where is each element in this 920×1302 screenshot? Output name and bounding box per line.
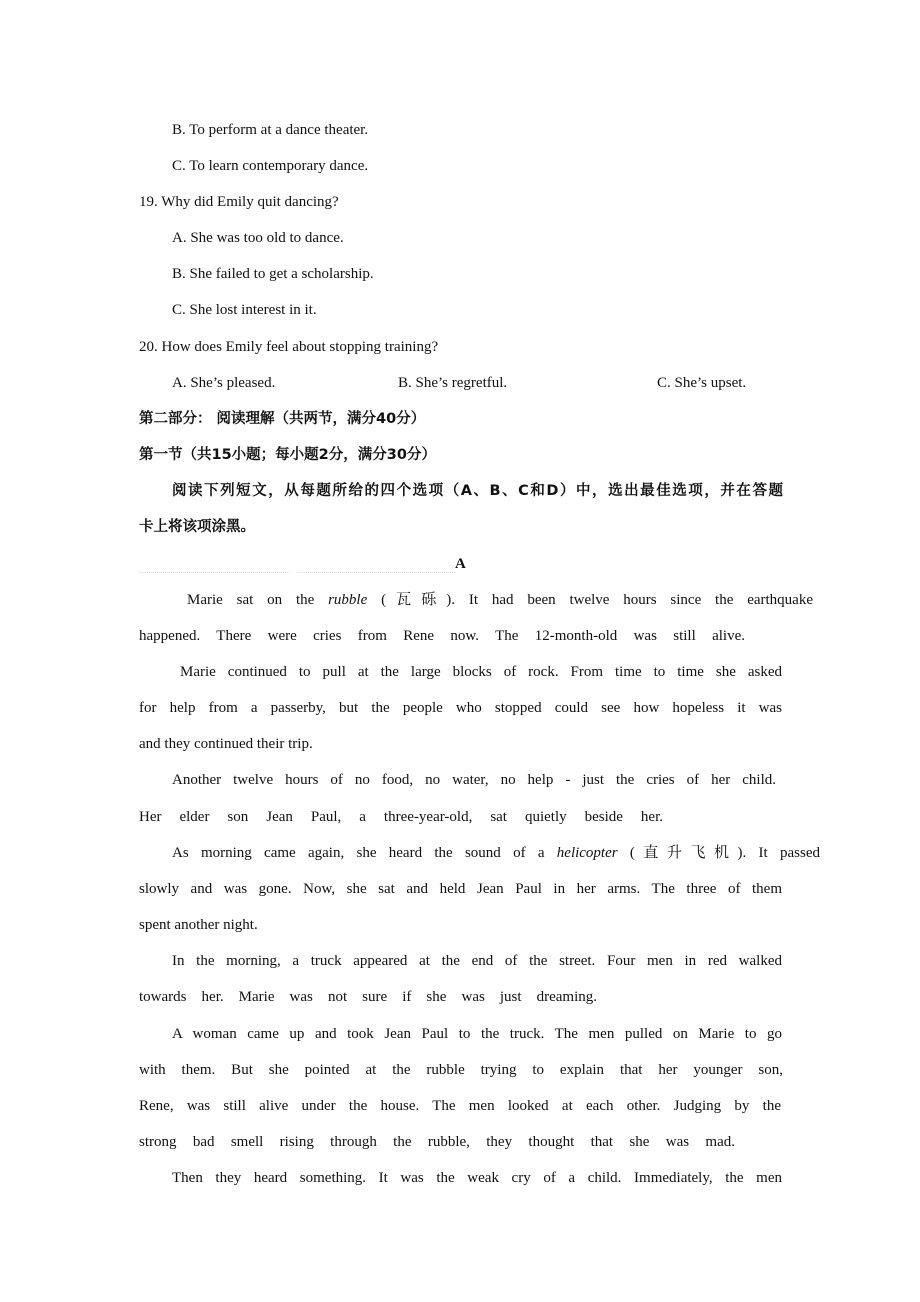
q19-option-c: C. She lost interest in it. xyxy=(172,302,317,318)
italic-word: helicopter xyxy=(556,845,618,861)
passage-line: happened. There were cries from Rene now. The 12-month-old was still alive. xyxy=(139,628,745,644)
passage-line: with them. But she pointed at the rubble trying to explain that her younger son, xyxy=(139,1062,783,1078)
divider xyxy=(139,572,290,573)
passage-line: slowly and was gone. Now, she sat and held Jean Paul in her arms. The three of them xyxy=(139,881,782,897)
text: As morning came again, she heard the sound of a xyxy=(172,845,557,861)
passage-line xyxy=(187,591,813,609)
passage-line: towards her. Marie was not sure if she was just dreaming. xyxy=(139,989,597,1005)
q20-option-c: C. She’s upset. xyxy=(657,375,747,391)
instructions-line-1: 阅读下列短文，从每题所给的四个选项（A、B、C和D）中，选出最佳选项，并在答题 xyxy=(172,483,783,499)
q20-option-b: B. She’s regretful. xyxy=(398,375,508,391)
passage-line: Her elder son Jean Paul, a three-year-old, sat quietly beside her. xyxy=(139,809,663,825)
q18-option-c: C. To learn contemporary dance. xyxy=(172,158,369,174)
passage-line: Rene, was still alive under the house. The men looked at each other. Judging by the xyxy=(139,1098,781,1114)
passage-line: Then they heard something. It was the weak cry of a child. Immediately, the men xyxy=(172,1170,782,1186)
text: (瓦砾). It had been twelve hours since the earthquake xyxy=(367,592,813,608)
q19-option-b: B. She failed to get a scholarship. xyxy=(172,266,374,282)
passage-line: and they continued their trip. xyxy=(139,736,313,752)
passage-line: Another twelve hours of no food, no water, no help - just the cries of her child. xyxy=(172,772,776,788)
section-title: 第一节（共15小题；每小题2分，满分30分） xyxy=(139,447,436,463)
q19-question: 19. Why did Emily quit dancing? xyxy=(139,194,339,210)
q20-option-a: A. She’s pleased. xyxy=(172,375,276,391)
q20-question: 20. How does Emily feel about stopping training? xyxy=(139,339,439,355)
text: Marie sat on the xyxy=(187,592,329,608)
part-title: 第二部分： 阅读理解（共两节，满分40分） xyxy=(139,411,426,427)
instructions-line-2: 卡上将该项涂黑。 xyxy=(139,519,255,535)
text: (直升飞机). It passed xyxy=(617,845,820,861)
q19-option-a: A. She was too old to dance. xyxy=(172,230,344,246)
passage-line: In the morning, a truck appeared at the end of the street. Four men in red walked xyxy=(172,953,782,969)
passage-line xyxy=(172,844,820,862)
q18-option-b: B. To perform at a dance theater. xyxy=(172,122,369,138)
passage-line: spent another night. xyxy=(139,917,258,933)
passage-line: strong bad smell rising through the rubble, they thought that she was mad. xyxy=(139,1134,735,1150)
passage-line: for help from a passerby, but the people who stopped could see how hopeless it was xyxy=(139,700,782,716)
passage-label: A xyxy=(455,556,466,572)
italic-word: rubble xyxy=(328,592,368,608)
passage-line: Marie continued to pull at the large blocks of rock. From time to time she asked xyxy=(180,664,782,680)
divider xyxy=(297,572,455,573)
passage-line: A woman came up and took Jean Paul to the truck. The men pulled on Marie to go xyxy=(172,1026,782,1042)
